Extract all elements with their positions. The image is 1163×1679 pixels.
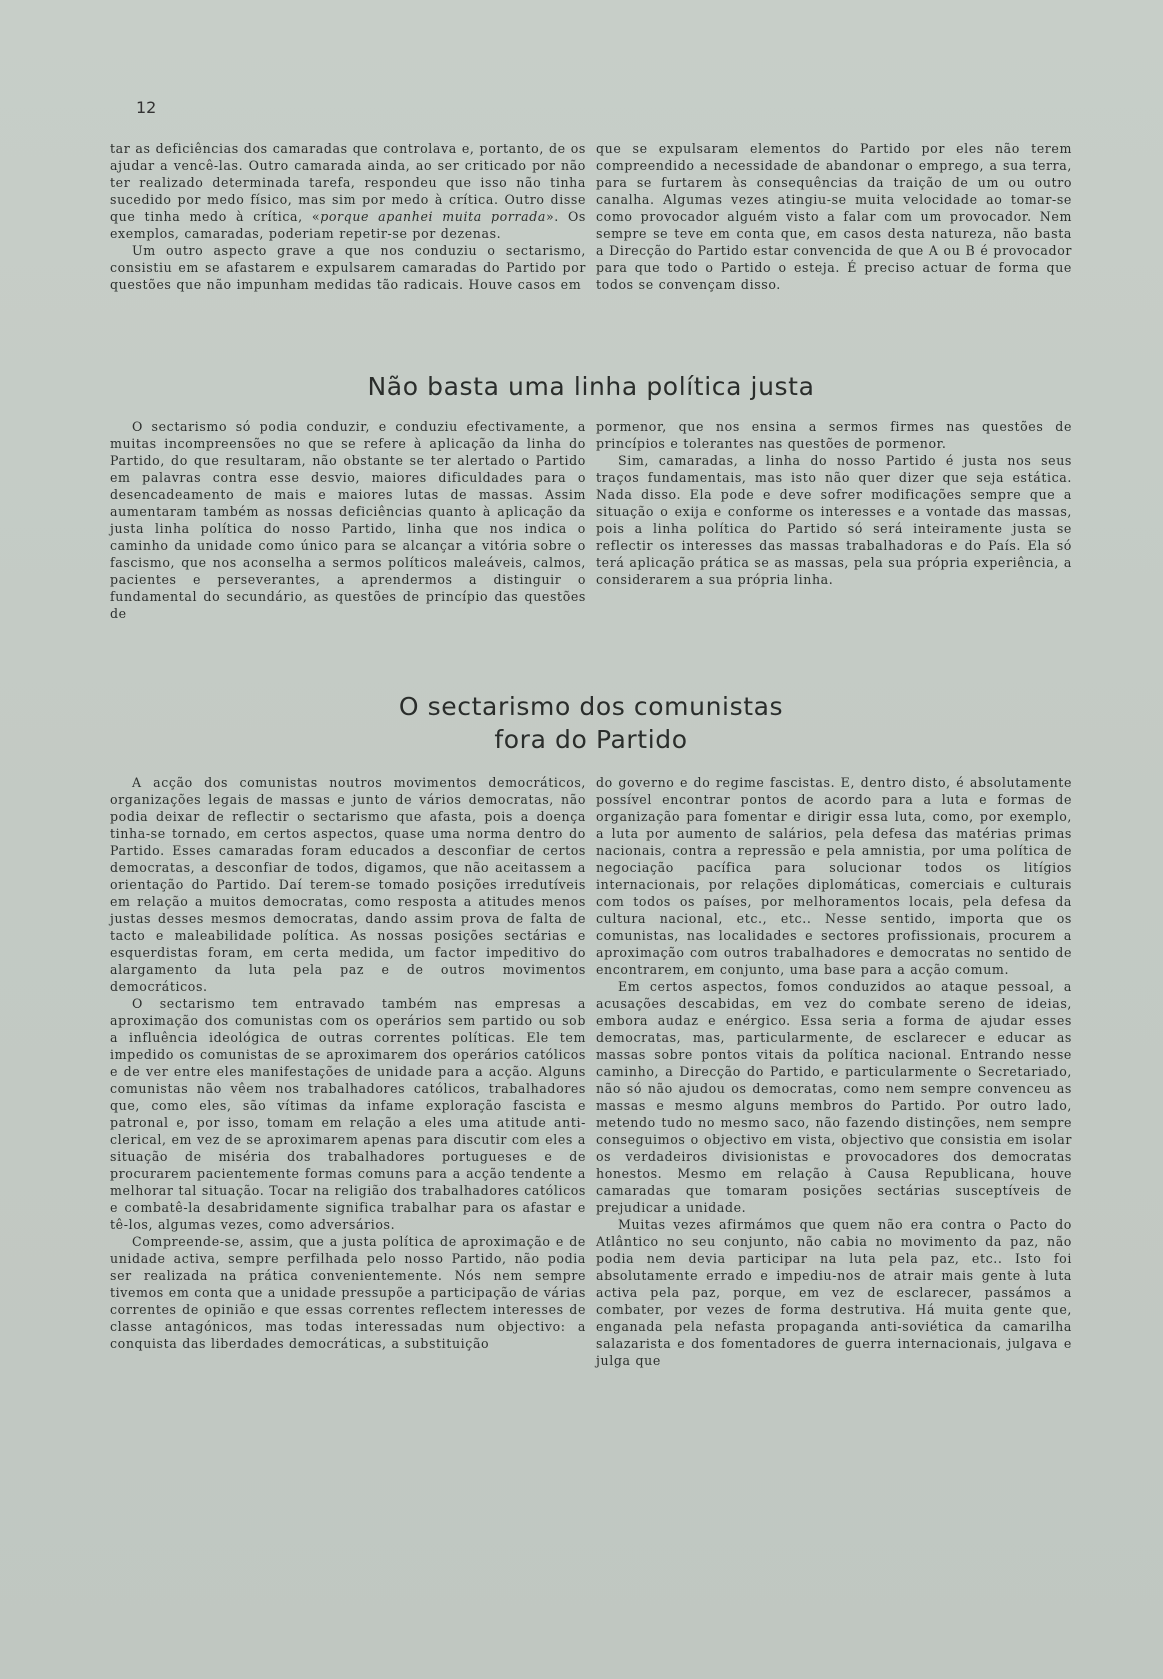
page-number: 12 xyxy=(136,98,157,117)
section1-columns xyxy=(110,418,1072,622)
section1-left-column xyxy=(110,418,586,622)
paragraph: O sectarismo só podia conduzir, e conduziu efectivamente, a muitas incompreensões no que se refere à aplicação da linha do Partido, do que resultaram, não obstante se ter alertado o Partido em palavras contra esse desvio, maiores dificuldades para o desencadeamento de mais e maiores lutas de massas. Assim aumentaram também as nossas deficiências quanto à aplicação da justa linha política do nosso Partido, linha que nos indica o caminho da unidade como único para se alcançar a vitória sobre o fascismo, que nos aconselha a sermos políticos maleáveis, calmos, pacientes e perseverantes, a aprendermos a distinguir o fundamental do secundário, as questões de princípio das questões de xyxy=(110,419,586,621)
paragraph: do governo e do regime fascistas. E, dentro disto, é absolutamente possível encontrar pontos de acordo para a luta e formas de organização para fomentar e dirigir essa luta, como, por exemplo, a luta por aumento de salários, pela defesa das matérias primas nacionais, contra a repressão e pela amnistia, por uma política de negociação pacífica para solucionar todos os litígios internacionais, por relações diplomáticas, comerciais e culturais com todos os países, por melhoramentos locais, pela defesa da cultura nacional, etc., etc.. Nesse sentido, importa que os comunistas, nas localidades e sectores profissionais, procurem a aproximação com outros trabalhadores e democratas no sentido de encontrarem, em conjunto, uma base para a acção comum. xyxy=(596,775,1072,977)
paragraph: que se expulsaram elementos do Partido por eles não terem compreendido a necessidade de abandonar o emprego, a sua terra, para se furtarem às consequências da traição de um ou outro canalha. Algumas vezes atingiu-se muita velocidade ao tomar-se como provocador alguém visto a falar com um provocador. Nem sempre se teve em conta que, em casos desta natureza, não basta a Direcção do Partido estar convencida de que A ou B é provocador para que todo o Partido o esteja. É preciso actuar de forma que todos se convençam disso. xyxy=(596,141,1072,292)
section-heading-line1: O sectarismo dos comunistas xyxy=(398,692,784,721)
section1-right-column xyxy=(596,418,1072,622)
paragraph: pormenor, que nos ensina a sermos firmes nas questões de princípios e tolerantes nas questões de pormenor. xyxy=(596,419,1072,451)
section2-left-column xyxy=(110,774,586,1369)
section-heading-line2: fora do Partido xyxy=(494,725,688,754)
paragraph: Compreende-se, assim, que a justa política de aproximação e de unidade activa, sempre perfilhada pelo nosso Partido, não podia ser realizada na prática convenientemente. Nós nem sempre tivemos em conta que a unidade pressupõe a participação de várias correntes de opinião e que essas correntes reflectem interesses de classe antagónicos, mas todas interessadas num objectivo: a conquista das liberdades democráticas, a substituição xyxy=(110,1234,586,1351)
section2-columns xyxy=(110,774,1072,1369)
paragraph: Um outro aspecto grave a que nos conduziu o sectarismo, consistiu em se afastarem e expulsarem camaradas do Partido por questões que não impunham medidas tão radicais. Houve casos em xyxy=(110,243,586,292)
paragraph: O sectarismo tem entravado também nas empresas a aproximação dos comunistas com os operários sem partido ou sob a influência ideológica de outras correntes políticas. Ele tem impedido os comunistas de se aproximarem dos operários católicos e de ver entre eles manifestações de unidade para a acção. Alguns comunistas não vêem nos trabalhadores católicos, trabalhadores que, como eles, são vítimas da infame exploração fascista e patronal e, por isso, tomam em relação a eles uma atitude anti-clerical, em vez de se aproximarem apenas para discutir com eles a situação de miséria dos trabalhadores portugueses e de procurarem pacientemente formas comuns para a acção tendente a melhorar tal situação. Tocar na religião dos trabalhadores católicos e combatê-la desabridamente significa trabalhar para os afastar e tê-los, algumas vezes, como adversários. xyxy=(110,996,586,1232)
intro-columns xyxy=(110,140,1072,293)
section2-right-column xyxy=(596,774,1072,1369)
paragraph: A acção dos comunistas noutros movimentos democráticos, organizações legais de massas e junto de vários democratas, não podia deixar de reflectir o sectarismo que afasta, pois a doença tinha-se tornado, em certos aspectos, quase uma norma dentro do Partido. Esses camaradas foram educados a desconfiar de certos democratas, a desconfiar de todos, digamos, que não aceitassem a orientação do Partido. Daí terem-se tomado posições irredutíveis em relação a muitos democratas, como resposta a atitudes menos justas desses mesmos democratas, dando assim prova de falta de tacto e maleabilidade política. As nossas posições sectárias e esquerdistas foram, em certa medida, um factor impeditivo do alargamento da luta pela paz e de outros movimentos democráticos. xyxy=(110,775,586,994)
quote: porque apanhei muita porrada xyxy=(320,209,546,224)
section-heading: Não basta uma linha política justa xyxy=(367,372,815,401)
intro-left-column xyxy=(110,140,586,293)
paragraph: Em certos aspectos, fomos conduzidos ao ataque pessoal, a acusações descabidas, em vez do combate sereno de ideias, embora audaz e enérgico. Essa seria a forma de ajudar esses democratas, mas, particularmente, de esclarecer e educar as massas sobre pontos vitais da política nacional. Entrando nesse caminho, a Direcção do Partido, e particularmente o Secretariado, não só não ajudou os democratas, como nem sempre convenceu as massas e mesmo alguns membros do Partido. Por outro lado, metendo tudo no mesmo saco, não fazendo distinções, nem sempre conseguimos o objectivo em vista, objectivo que consistia em isolar os verdadeiros divisionistas e provocadores dos democratas honestos. Mesmo em relação à Causa Republicana, houve camaradas que tomaram posições sectárias susceptíveis de prejudicar a unidade. xyxy=(596,979,1072,1215)
intro-right-column xyxy=(596,140,1072,293)
paragraph: Muitas vezes afirmámos que quem não era contra o Pacto do Atlântico no seu conjunto, não cabia no movimento da paz, não podia nem devia participar na luta pela paz, etc.. Isto foi absolutamente errado e impediu-nos de atrair mais gente à luta activa pela paz, porque, em vez de esclarecer, passámos a combater, por vezes de forma destrutiva. Há muita gente que, enganada pela nefasta propaganda anti-soviética da camarilha salazarista e dos fomentadores de guerra internacionais, julgava e julga que xyxy=(596,1217,1072,1368)
paragraph: tar as deficiências dos camaradas que controlava e, portanto, de os ajudar a vencê-las. Outro camarada ainda, ao ser criticado por não ter realizado determinada tarefa, respondeu que isso não tinha sucedido por medo físico, mas sim por medo à crítica. Outro disse que tinha medo à crítica, «porque apanhei muita porrada». Os exemplos, camaradas, poderiam repetir-se por dezenas. xyxy=(110,141,586,241)
paragraph: Sim, camaradas, a linha do nosso Partido é justa nos seus traços fundamentais, mas isto não quer dizer que seja estática. Nada disso. Ela pode e deve sofrer modificações sempre que a situação o exija e conforme os interesses e a vontade das massas, pois a linha política do Partido só será inteiramente justa se reflectir os interesses das massas trabalhadoras e do País. Ela só terá aplicação prática se as massas, pela sua própria experiência, a considerarem a sua própria linha. xyxy=(596,453,1072,587)
